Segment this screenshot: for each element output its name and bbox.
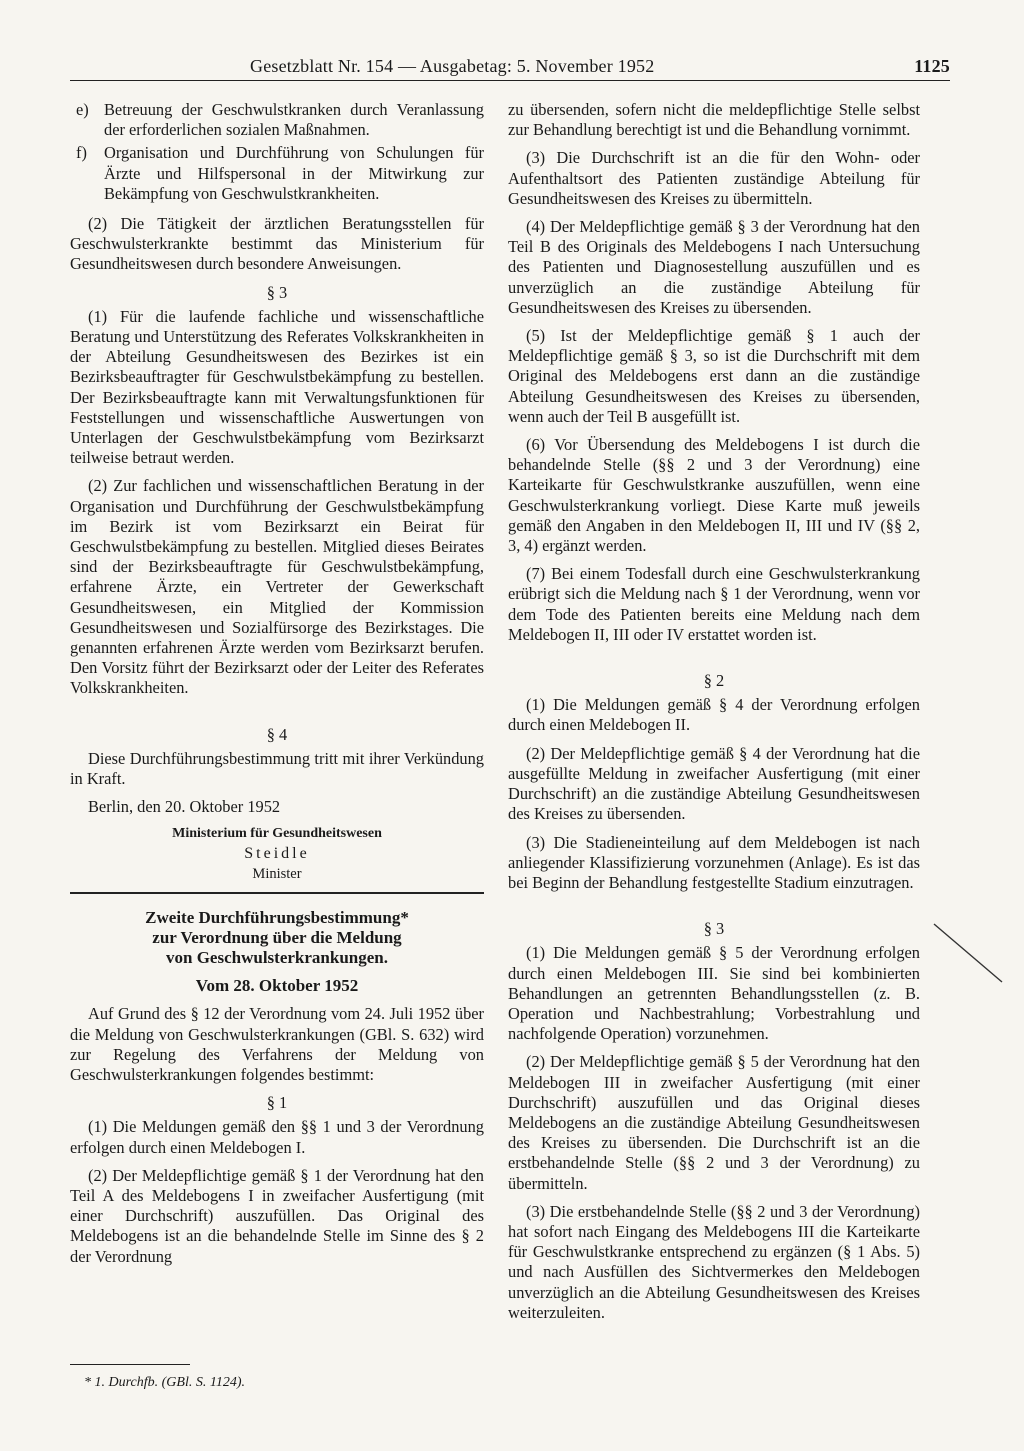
section-divider [70,892,484,894]
list-item-label: e) [76,100,89,119]
header-rule [70,80,950,81]
paragraph: (1) Für die laufende fachliche und wissenschaftliche Beratung und Unterstützung des Referates Volkskrankheiten in der Abteilung Gesundheitswesen des Bezirkes ist ein Bezirksbeauftragter für Geschwulstbekämpfung zu bestellen. Der Bezirksbeauftragte kann mit Verwaltungsfunktionen für Feststellungen und wissenschaftliche Auswertungen von Unterlagen der Geschwulstbekämpfung vom Bezirksarzt teilweise betraut werden. [70,306,484,468]
paragraph: Diese Durchführungsbestimmung tritt mit ihrer Verkündung in Kraft. [70,748,484,789]
decree-title-line: von Geschwulsterkrankungen. [166,948,388,968]
footnote: * 1. Durchfb. (GBl. S. 1124). [84,1375,245,1390]
paragraph: (2) Die Tätigkeit der ärztlichen Beratungsstellen für Geschwulsterkrankte bestimmt das Ministerium für Gesundheitswesen durch besondere Anweisungen. [70,214,484,274]
paragraph: (3) Die Durchschrift ist an die für den Wohn- oder Aufenthaltsort des Patienten zuständige Abteilung für Gesundheitswesen des Kreises zu übermitteln. [508,148,920,208]
signature-organization: Ministerium für Gesundheitswesen [172,825,382,841]
decree-title [70,908,484,968]
paragraph: (2) Der Meldepflichtige gemäß § 1 der Verordnung hat den Teil A des Meldebogens I in zweifacher Ausfertigung (mit einer Durchschrift) auszufüllen. Das Original des Meldebogens ist an die behandelnde Stelle im Sinne des § 2 der Verordnung [70,1165,484,1266]
paragraph: (3) Die erstbehandelnde Stelle (§§ 2 und 3 der Verordnung) hat sofort nach Eingang des Meldebogens III die Karteikarte für Geschwulstkranke entsprechend zu ergänzen (§ 1 Abs. 5) und nach Ausfüllen des Sichtvermerkes den Meldebogen unverzüglich an die Abteilung Gesundheitswesen des Kreises weiterzuleiten. [508,1201,920,1322]
paragraph: (4) Der Meldepflichtige gemäß § 3 der Verordnung hat den Teil B des Originals des Meldebogens I nach Untersuchung des Patienten und Diagnosestellung auszufüllen und es unverzüglich an die zuständige Abteilung für Gesundheitswesen des Kreises zu übersenden. [508,217,920,317]
left-column [70,100,484,1275]
preamble: Auf Grund des § 12 der Verordnung vom 24. Juli 1952 über die Meldung von Geschwulsterkrankungen (GBl. S. 632) wird zur Regelung des Verfahrens der Meldung von Geschwulsterkrankungen folgendes bestimmt: [70,1004,484,1084]
decree-title-line: Zweite Durchführungsbestimmung* [145,908,409,928]
section-heading: § 3 [266,282,288,302]
paragraph: (1) Die Meldungen gemäß § 5 der Verordnung erfolgen durch einen Meldebogen III. Sie sind bei kombinierten Behandlungen an getrennten Behandlungsstellen (z. B. Operation und Nachbestrahlung; Vorbestrahlung und nachfolgende Operation) vorzunehmen. [508,943,920,1044]
gazette-title: Gesetzblatt Nr. 154 — Ausgabetag: 5. November 1952 [250,56,655,76]
signature-role: Minister [252,865,302,882]
decree-title-line: zur Verordnung über die Meldung [152,928,402,948]
footnote-rule [70,1364,190,1365]
paragraph: (2) Der Meldepflichtige gemäß § 5 der Verordnung hat den Meldebogen III in zweifacher Ausfertigung (mit einer Durchschrift) auszufüllen und das Original dieses Meldebogens an die zuständige Abteilung Gesundheitswesen des Kreises zu übersenden. Die Durchschrift ist an die erstbehandelnde Stelle (§§ 2 und 3 der Verordnung) zu übermitteln. [508,1052,920,1193]
section-heading: § 2 [703,671,725,691]
section-heading: § 4 [266,724,288,744]
paragraph: (6) Vor Übersendung des Meldebogens I ist durch die behandelnde Stelle (§§ 2 und 3 der Verordnung) eine Karteikarte für Geschwulstkranke auszufüllen, wenn eine Geschwulsterkrankung vorliegt. Diese Karte muß jeweils gemäß den Angaben in den Meldebogen II, III und IV (§§ 2, 3, 4) ergänzt werden. [508,435,920,556]
pencil-stroke-mark [930,920,1010,990]
decree-date: Vom 28. Oktober 1952 [195,976,359,996]
paragraph: (3) Die Stadieneinteilung auf dem Meldebogen ist nach anliegender Klassifizierung vorzunehmen (Anlage). Es ist das bei Beginn der Behandlung festgestellte Stadium einzutragen. [508,832,920,892]
paragraph-continued: zu übersenden, sofern nicht die meldepflichtige Stelle selbst zur Behandlung berechtigt ist und die Behandlung vornimmt. [508,100,920,140]
right-column [508,100,920,1331]
list-item-text: Betreuung der Geschwulstkranken durch Veranlassung der erforderlichen sozialen Maßnahmen. [104,100,484,140]
paragraph: (1) Die Meldungen gemäß § 4 der Verordnung erfolgen durch einen Meldebogen II. [508,695,920,735]
paragraph: (7) Bei einem Todesfall durch eine Geschwulsterkrankung erübrigt sich die Meldung nach § 1 der Verordnung, wenn vor dem Tode des Patienten bereits eine Meldung nach dem Meldebogen II, III oder IV erstattet worden ist. [508,564,920,644]
list-item-text: Organisation und Durchführung von Schulungen für Ärzte und Hilfspersonal in der Mitwirkung zur Bekämpfung von Geschwulstkrankheiten. [104,143,484,203]
page-number: 1125 [914,56,950,76]
section-heading: § 1 [266,1093,288,1113]
paragraph: (1) Die Meldungen gemäß den §§ 1 und 3 der Verordnung erfolgen durch einen Meldebogen I. [70,1117,484,1157]
list-item [70,143,484,204]
paragraph: (5) Ist der Meldepflichtige gemäß § 1 auch der Meldepflichtige gemäß § 3, so ist die Durchschrift mit dem Original des Meldebogens erst dann an die zuständige Abteilung Gesundheitswesen des Kreises zu übersenden, wenn auch der Teil B ausgefüllt ist. [508,326,920,426]
section-heading: § 3 [703,919,725,939]
place-date: Berlin, den 20. Oktober 1952 [88,797,281,817]
paragraph: (2) Der Meldepflichtige gemäß § 4 der Verordnung hat die ausgefüllte Meldung in zweifacher Ausfertigung (mit einer Durchschrift) an die zuständige Abteilung Gesundheitswesen des Kreises zu übersenden. [508,743,920,824]
paragraph: (2) Zur fachlichen und wissenschaftlichen Beratung in der Organisation und Durchführung der Geschwulstbekämpfung im Bezirk ist vom Bezirksarzt ein Beirat für Geschwulstbekämpfung zu bestellen. Mitglied dieses Beirates sind der Bezirksbeauftragte für Geschwulstbekämpfung, erfahrene Ärzte, ein Vertreter der Gewerkschaft Gesundheitswesen, ein Mitglied der Kommission Gesundheitswesen und Sozialfürsorge des Bezirkstages. Die genannten erfahrenen Ärzte werden vom Bezirksarzt berufen. Den Vorsitz führt der Bezirksarzt oder der Leiter des Referates Volkskrankheiten. [70,476,484,698]
list-item-label: f) [76,143,87,163]
signature-name: Steidle [244,844,310,862]
list-item [70,100,484,140]
